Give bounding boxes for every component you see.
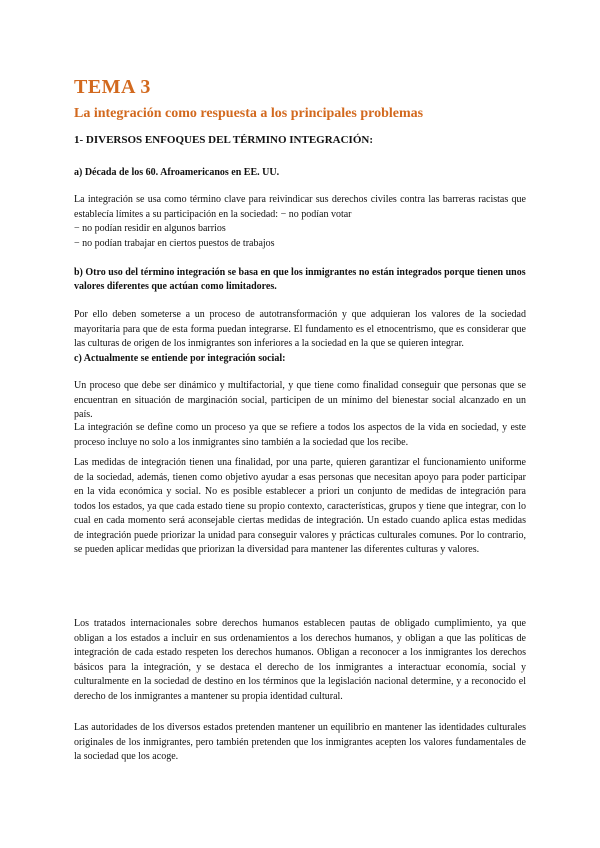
paragraph-a — [74, 193, 526, 251]
heading-a: a) Década de los 60. Afroamericanos en EE. UU. — [74, 167, 280, 178]
paragraph-a-line: La integración se usa como término clave para reivindicar sus derechos civiles contra las barreras racistas que establecía límites a su participación en la sociedad: − no podían votar — [74, 194, 526, 220]
page-subtitle: La integración como respuesta a los principales problemas — [74, 106, 424, 121]
paragraph-f: Las autoridades de los diversos estados pretenden mantener un equilibrio en mantener las identidades culturales originales de los inmigrantes, pero también pretenden que los inmigrantes acepten los valores fundamentales de la sociedad que los acoge. — [74, 722, 526, 762]
heading-b: b) Otro uso del término integración se basa en que los inmigrantes no están integrados porque tienen unos valores diferentes que actúan como limitadores. — [74, 267, 526, 292]
paragraph-b: Por ello deben someterse a un proceso de autotransformación y que adquieran los valores de la sociedad mayoritaria para que de esta forma puedan integrarse. El fundamento es el etnocentrismo, que es considerar que las culturas de origen de los inmigrantes son inferiores a la sociedad en la que se quieren integrar. — [74, 309, 526, 349]
page-title: TEMA 3 — [74, 76, 151, 98]
heading-c: c) Actualmente se entiende por integración social: — [74, 353, 286, 364]
paragraph-a-line: − no podían residir en algunos barrios — [74, 223, 226, 234]
paragraph-d: Las medidas de integración tienen una finalidad, por una parte, quieren garantizar el funcionamiento uniforme de la sociedad, además, tienen como objetivo ayudar a esas personas que necesitan apoyo para poder participar en la vida económica y social. No es posible establecer a priori un conjunto de medidas de integración para todos los estados, ya que cada estado tiene su propio contexto, características, grupos y tiene que integrar, con lo cual en cada momento será aconsejable ciertas medidas de integración. Un estado cuando aplica estas medidas de integración puede priorizar la unidad para conseguir valores y prácticas culturales comunes. Por lo contrario, se pueden aplicar medidas que priorizan la diversidad para mantener las diferentes culturas y valores. — [74, 457, 526, 555]
paragraph-a-line: − no podían trabajar en ciertos puestos de trabajos — [74, 237, 275, 249]
section-heading: 1- DIVERSOS ENFOQUES DEL TÉRMINO INTEGRACIÓN: — [74, 134, 373, 146]
paragraph-c1: Un proceso que debe ser dinámico y multifactorial, y que tiene como finalidad conseguir que personas que se encuentran en situación de marginación social, participen de un mínimo del bienestar social alcanzado en un país. — [74, 380, 526, 420]
paragraph-e: Los tratados internacionales sobre derechos humanos establecen pautas de obligado cumplimiento, ya que obligan a los estados a incluir en sus ordenamientos a los derechos humanos, y obligan a que las políticas de integración de cada estado respeten los derechos humanos. Obligan a reconocer a los inmigrantes los derechos básicos para la integración, y se destaca el derecho de los inmigrantes a interactuar economía, social y culturalmente en la sociedad de destino en los términos que la legislación nacional determine, y a reconocido el derecho de los inmigrantes a mantener su propia identidad cultural. — [74, 618, 526, 702]
paragraph-c2: La integración se define como un proceso ya que se refiere a todos los aspectos de la vida en sociedad, y este proceso incluye no solo a los inmigrantes sino también a la sociedad que los recibe. — [74, 422, 526, 448]
